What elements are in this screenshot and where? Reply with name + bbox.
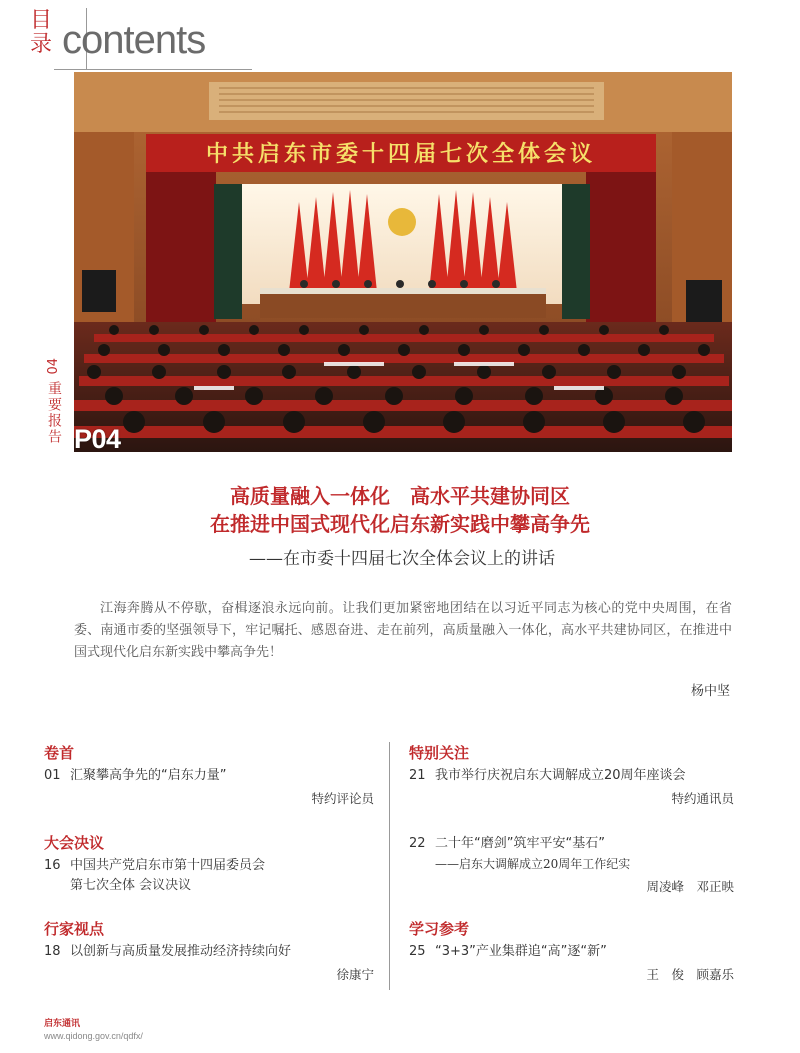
section-heading: 卷首 xyxy=(44,744,75,762)
toc-entry[interactable] xyxy=(44,766,374,786)
section-heading: 特别关注 xyxy=(409,744,470,762)
article-author: 杨中坚 xyxy=(690,684,730,699)
toc-section-dahui xyxy=(44,832,374,896)
article-subtitle: ——在市委十四届七次全体会议上的讲话 xyxy=(249,549,555,569)
entry-author: 周凌峰 邓正映 xyxy=(646,879,734,894)
entry-title[interactable]: 我市举行庆祝启东大调解成立20周年座谈会 xyxy=(435,768,686,783)
toc-entry[interactable] xyxy=(409,766,734,786)
entry-title[interactable]: 二十年“磨剑”筑牢平安“基石” xyxy=(435,836,605,851)
masthead-underline xyxy=(54,69,252,70)
article-title-line-2[interactable]: 在推进中国式现代化启东新实践中攀高争先 xyxy=(210,512,590,536)
section-heading: 大会决议 xyxy=(44,834,105,852)
entry-title[interactable]: 中国共产党启东市第十四届委员会 xyxy=(70,858,266,873)
article-title-block xyxy=(0,482,800,572)
entry-page-number: 22 xyxy=(409,836,426,851)
footer-brand: 启东通讯 xyxy=(44,1019,81,1029)
article-intro: 江海奔腾从不停歇，奋楫逐浪永远向前。让我们更加紧密地团结在以习近平同志为核心的党中央周围，在省委、南通市委的坚强领导下，牢记嘱托、感恩奋进、走在前列，高质量融入一体化，高水平共建协同区，在推进中国式现代化启东新实践中攀高争先！ xyxy=(74,601,732,660)
toc-entry[interactable] xyxy=(44,942,374,962)
toc-entry[interactable] xyxy=(409,834,734,854)
toc-section-hangjia xyxy=(44,918,374,986)
section-heading: 行家视点 xyxy=(44,920,105,938)
mulu-char-1: 目 xyxy=(30,8,53,33)
entry-title[interactable]: 汇聚攀高争先的“启东力量” xyxy=(70,768,227,783)
table-of-contents xyxy=(44,742,734,1002)
entry-author: 特约通讯员 xyxy=(671,791,734,806)
entry-author: 王 俊 顾嘉乐 xyxy=(646,967,734,982)
contents-heading: contents xyxy=(62,18,206,62)
side-section-name: 重要报告 xyxy=(46,380,62,445)
entry-page-number: 18 xyxy=(44,944,61,959)
entry-page-number: 25 xyxy=(409,944,426,959)
entry-page-number: 01 xyxy=(44,768,61,783)
toc-entry[interactable] xyxy=(44,856,374,876)
toc-section-xuexi xyxy=(409,918,734,986)
section-side-label xyxy=(44,358,64,445)
entry-title[interactable]: “3+3”产业集群追“高”逐“新” xyxy=(435,944,607,959)
meeting-photo xyxy=(74,72,732,452)
entry-subtitle: ——启东大调解成立20周年工作纪实 xyxy=(435,857,631,871)
banner-text: 中共启东市委十四届七次全体会议 xyxy=(205,141,597,167)
side-page-number: 04 xyxy=(46,358,61,375)
toc-section-tebie-2 xyxy=(409,832,734,898)
entry-title-continued[interactable]: 第七次全体 会议决议 xyxy=(70,878,192,893)
footer-url[interactable]: www.qidong.gov.cn/qdfx/ xyxy=(44,1031,143,1041)
masthead xyxy=(30,8,230,68)
article-title-line-1[interactable]: 高质量融入一体化 高水平共建协同区 xyxy=(230,484,570,508)
entry-page-number: 21 xyxy=(409,768,426,783)
entry-page-number: 16 xyxy=(44,858,61,873)
section-heading: 学习参考 xyxy=(409,920,470,938)
entry-author: 徐康宁 xyxy=(336,967,374,982)
toc-entry[interactable] xyxy=(409,942,734,962)
mulu-char-2: 录 xyxy=(30,32,53,57)
footer xyxy=(44,1018,143,1042)
toc-column-divider xyxy=(389,742,390,990)
page-badge[interactable]: P04 xyxy=(74,424,121,454)
toc-section-juanshou xyxy=(44,742,374,810)
toc-section-tebie xyxy=(409,742,734,810)
entry-title[interactable]: 以创新与高质量发展推动经济持续向好 xyxy=(70,944,292,959)
entry-author: 特约评论员 xyxy=(311,791,374,806)
